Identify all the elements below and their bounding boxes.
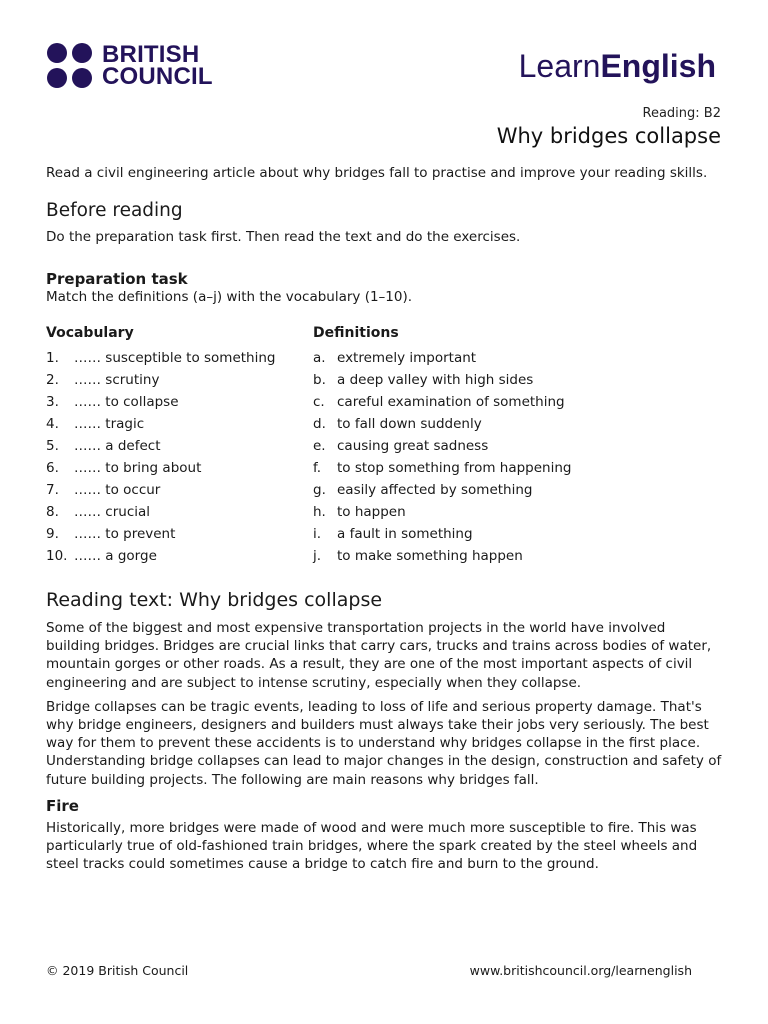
definition-letter: f. (313, 460, 322, 476)
definition-item (313, 501, 713, 523)
definition-letter: i. (313, 526, 322, 542)
vocab-number: 9. (46, 526, 59, 542)
vocab-term: …… crucial (74, 504, 151, 520)
british-council-wordmark (102, 41, 213, 90)
fire-heading: Fire (46, 796, 79, 815)
before-reading-text: Do the preparation task first. Then read the text and do the exercises. (46, 229, 521, 245)
vocab-term: …… to occur (74, 482, 161, 498)
vocab-item (46, 523, 313, 545)
brand-line-2: COUNCIL (102, 63, 213, 90)
vocab-number: 8. (46, 504, 59, 520)
definition-item (313, 413, 713, 435)
definition-text: to stop something from happening (337, 460, 572, 476)
definition-item (313, 369, 713, 391)
definition-item (313, 545, 713, 567)
vocab-term: …… susceptible to something (74, 350, 276, 366)
definition-letter: d. (313, 416, 326, 432)
vocab-item (46, 391, 313, 413)
definition-letter: c. (313, 394, 325, 410)
brand-line-1: BRITISH (102, 41, 200, 68)
reading-paragraph-1: Some of the biggest and most expensive transportation projects in the world have involved building bridges. Bridges are crucial links that carry cars, trucks and trains across bodies of water, mountain gorges or other roads. As a result, they are one of the most important aspects of civil engineering and are subject to intense scrutiny, especially when they collapse. (46, 620, 712, 691)
definition-text: to make something happen (337, 548, 523, 564)
intro-text: Read a civil engineering article about why bridges fall to practise and improve your reading skills. (46, 165, 708, 181)
vocabulary-column (46, 325, 313, 567)
vocab-term: …… scrutiny (74, 372, 160, 388)
page-header (0, 0, 768, 100)
learnenglish-logo-light: Learn (518, 48, 601, 84)
page-footer (46, 963, 692, 978)
reading-text-heading: Reading text: Why bridges collapse (46, 589, 383, 611)
definitions-heading: Definitions (313, 325, 399, 341)
vocab-item (46, 501, 313, 523)
copyright-text: © 2019 British Council (46, 963, 189, 978)
definition-text: to happen (337, 504, 406, 520)
vocab-item (46, 413, 313, 435)
definition-text: extremely important (337, 350, 477, 366)
vocab-term: …… tragic (74, 416, 145, 432)
vocab-number: 10. (46, 548, 68, 564)
vocab-item (46, 457, 313, 479)
reading-paragraph-3: Historically, more bridges were made of wood and were much more susceptible to fire. This was particularly true of old-fashioned train bridges, where the spark created by the steel wheels and steel tracks could sometimes cause a bridge to catch fire and burn to the ground. (46, 819, 698, 873)
definition-letter: j. (313, 548, 322, 564)
vocab-item (46, 479, 313, 501)
vocab-item (46, 435, 313, 457)
vocab-term: …… a gorge (74, 548, 157, 564)
definition-text: causing great sadness (337, 438, 489, 454)
vocab-item (46, 369, 313, 391)
before-reading-heading: Before reading (46, 200, 183, 221)
vocabulary-matching-table (46, 325, 722, 567)
website-link[interactable]: www.britishcouncil.org/learnenglish (469, 963, 692, 978)
definition-letter: h. (313, 504, 326, 520)
vocab-number: 6. (46, 460, 59, 476)
learnenglish-logo[interactable] (519, 48, 716, 85)
definition-item (313, 457, 713, 479)
definition-item (313, 523, 713, 545)
preparation-task-heading: Preparation task (46, 270, 188, 288)
definition-text: a deep valley with high sides (337, 372, 534, 388)
vocab-item (46, 347, 313, 369)
definition-text: a fault in something (337, 526, 473, 542)
vocab-term: …… to collapse (74, 394, 179, 410)
vocab-number: 5. (46, 438, 59, 454)
vocab-term: …… to bring about (74, 460, 202, 476)
page-title: Why bridges collapse (496, 124, 721, 148)
reading-paragraph-2: Bridge collapses can be tragic events, leading to loss of life and serious property damage. That's why bridge engineers, designers and builders must always take their jobs very seriously. The best way for them to prevent these accidents is to understand why bridges collapse in the first place. Understanding bridge collapses can lead to major changes in the design, construction and safety of future building projects. The following are main reasons why bridges fall. (46, 698, 722, 788)
british-council-dots-icon (46, 42, 94, 90)
vocab-item (46, 545, 313, 567)
definition-item (313, 347, 713, 369)
vocab-number: 2. (46, 372, 59, 388)
vocab-number: 4. (46, 416, 59, 432)
vocab-term: …… to prevent (74, 526, 176, 542)
vocabulary-heading: Vocabulary (46, 325, 134, 341)
definition-item (313, 479, 713, 501)
learnenglish-logo-bold: English (600, 48, 716, 84)
definition-item (313, 435, 713, 457)
definition-text: to fall down suddenly (337, 416, 482, 432)
definition-text: easily affected by something (337, 482, 533, 498)
definition-item (313, 391, 713, 413)
british-council-logo[interactable] (46, 42, 213, 90)
definitions-column (313, 325, 713, 567)
vocab-number: 1. (46, 350, 59, 366)
vocab-term: …… a defect (74, 438, 161, 454)
definition-letter: e. (313, 438, 326, 454)
definition-letter: g. (313, 482, 326, 498)
level-label: Reading: B2 (642, 106, 721, 121)
definition-letter: b. (313, 372, 326, 388)
vocab-number: 7. (46, 482, 59, 498)
definition-text: careful examination of something (337, 394, 565, 410)
vocab-number: 3. (46, 394, 59, 410)
main-content (46, 164, 722, 873)
preparation-task-text: Match the definitions (a–j) with the vocabulary (1–10). (46, 289, 413, 305)
definition-letter: a. (313, 350, 326, 366)
